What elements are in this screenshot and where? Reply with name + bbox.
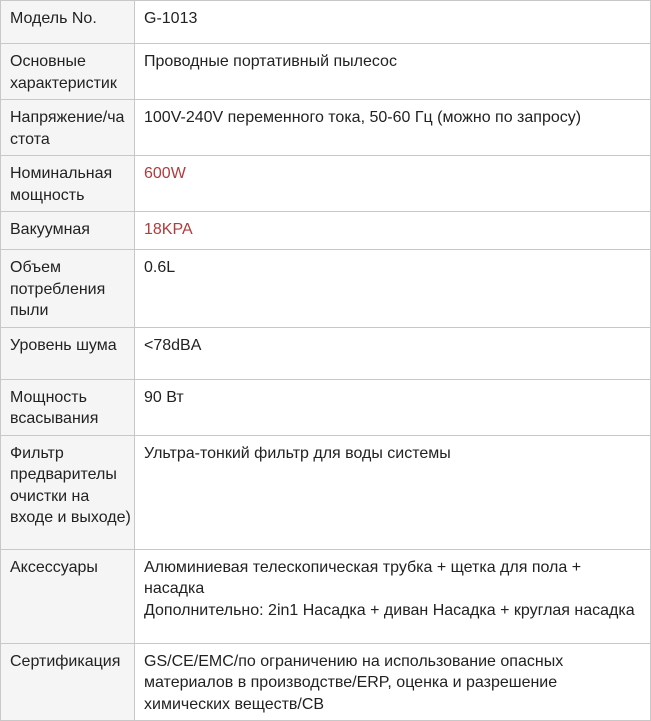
- spec-value-voltage: 100V-240V переменного тока, 50-60 Гц (можно по запросу): [135, 100, 651, 156]
- spec-value-certification: GS/CE/EMC/по ограничению на использование опасных материалов в производстве/ERP, оценка и разрешение химических веществ/CB: [135, 643, 651, 721]
- spec-key-label: Сертификация: [10, 652, 121, 670]
- spec-key-model: [1, 1, 135, 44]
- spec-key-features: [1, 44, 135, 100]
- table-row: [1, 212, 651, 250]
- spec-value-features: Проводные портативный пылесос: [135, 44, 651, 100]
- accessories-optional: Дополнительно: 2in1 Насадка + диван Насадка + круглая насадка: [144, 601, 635, 619]
- table-row: [1, 643, 651, 721]
- table-row: [1, 250, 651, 328]
- spec-value-filter: Ультра-тонкий фильтр для воды системы: [135, 435, 651, 549]
- spec-key-certification: [1, 643, 135, 721]
- spec-value-accessories: [135, 549, 651, 643]
- spec-value-vacuum: 18KPA: [135, 212, 651, 250]
- spec-key-suction-power: [1, 379, 135, 435]
- spec-value-rated-power: 600W: [135, 156, 651, 212]
- spec-key-vacuum: [1, 212, 135, 250]
- spec-key-dust-volume: [1, 250, 135, 328]
- table-row: [1, 100, 651, 156]
- spec-key-filter: [1, 435, 135, 549]
- spec-key-rated-power: [1, 156, 135, 212]
- spec-key-label: Фильтр предварителы очистки на входе и выходе): [10, 444, 131, 526]
- table-row: [1, 549, 651, 643]
- table-row: [1, 327, 651, 379]
- table-row: [1, 379, 651, 435]
- spec-value-suction-power: 90 Вт: [135, 379, 651, 435]
- spec-key-label: Основные характеристик: [10, 53, 117, 92]
- spec-value-dust-volume: 0.6L: [135, 250, 651, 328]
- spec-key-noise: [1, 327, 135, 379]
- spec-value-model: G-1013: [135, 1, 651, 44]
- table-row: [1, 435, 651, 549]
- spec-key-label: Объем потребления пыли: [10, 259, 106, 319]
- table-row: [1, 1, 651, 44]
- spec-key-label: Вакуумная: [10, 221, 90, 238]
- spec-key-voltage: [1, 100, 135, 156]
- spec-key-label: Модель No.: [10, 10, 97, 27]
- accessories-standard: Алюминиевая телескопическая трубка + щетка для пола + насадка: [144, 558, 582, 597]
- table-row: [1, 44, 651, 100]
- spec-key-label: Аксессуары: [10, 558, 98, 576]
- spec-key-label: Напряжение/частота: [10, 109, 125, 148]
- spec-key-label: Мощность всасывания: [10, 388, 99, 427]
- table-row: [1, 156, 651, 212]
- spec-value-noise: <78dBA: [135, 327, 651, 379]
- spec-key-accessories: [1, 549, 135, 643]
- spec-key-label: Уровень шума: [10, 336, 117, 354]
- spec-key-label: Номинальная мощность: [10, 165, 113, 204]
